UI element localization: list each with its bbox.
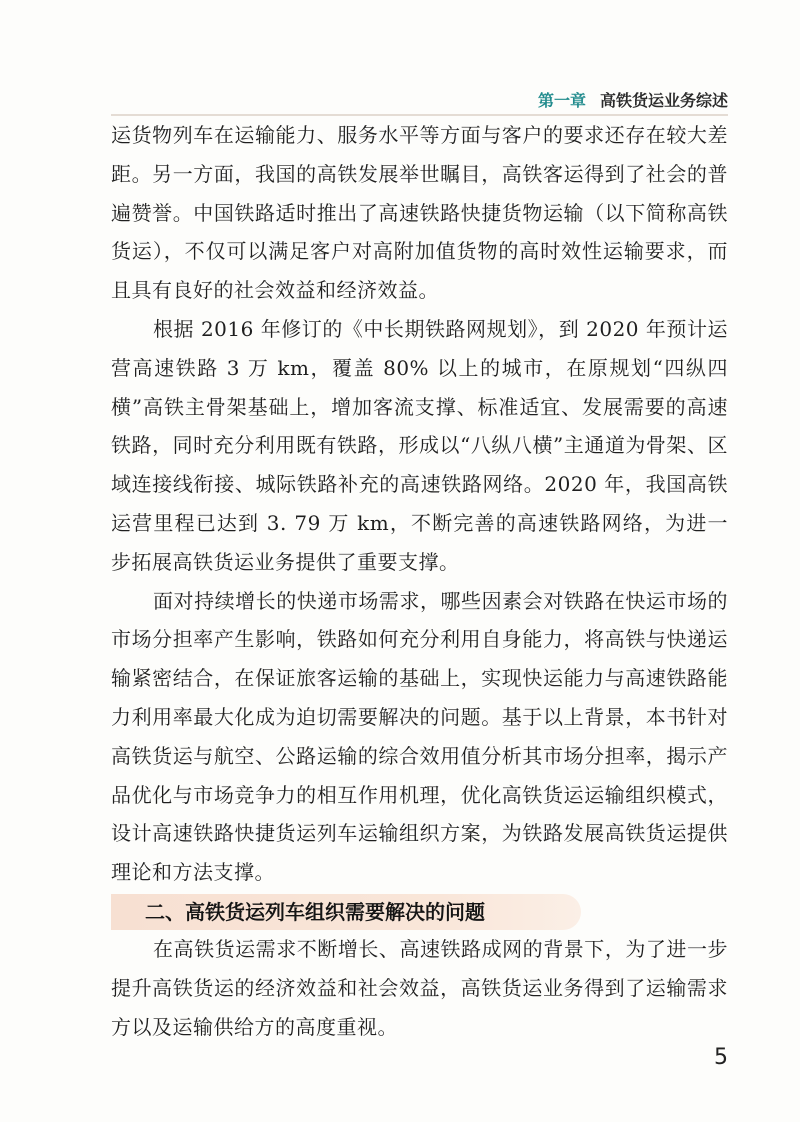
chapter-title: 高铁货运业务综述 xyxy=(599,91,728,110)
running-header xyxy=(538,88,728,111)
section-heading: 二、高铁货运列车组织需要解决的问题 xyxy=(145,899,485,924)
paragraph-continued: 运货物列车在运输能力、服务水平等方面与客户的要求还存在较大差距。另一方面，我国的高铁发展举世瞩目，高铁客运得到了社会的普遍赞誉。中国铁路适时推出了高速铁路快捷货物运输（以下简称高铁货运），不仅可以满足客户对高附加值货物的高时效性运输要求，而且具有良好的社会效益和经济效益。 xyxy=(111,123,728,303)
section-heading-band xyxy=(111,894,581,930)
paragraph-market-demand: 面对持续增长的快递市场需求，哪些因素会对铁路在快运市场的市场分担率产生影响，铁路如何充分利用自身能力，将高铁与快递运输紧密结合，在保证旅客运输的基础上，实现快运能力与高速铁路能力利用率最大化成为迫切需要解决的问题。基于以上背景，本书针对高铁货运与航空、公路运输的综合效用值分析其市场分担率，揭示产品优化与市场竞争力的相互作用机理，优化高铁货运运输组织模式，设计高速铁路快捷货运列车运输组织方案，为铁路发展高铁货运提供理论和方法支撑。 xyxy=(111,588,728,885)
chapter-label: 第一章 xyxy=(537,91,586,110)
page-body xyxy=(111,116,728,1046)
page-number: 5 xyxy=(714,1045,728,1070)
paragraph-section-intro: 在高铁货运需求不断增长、高速铁路成网的背景下，为了进一步提升高铁货运的经济效益和社会效益，高铁货运业务得到了运输需求方以及运输供给方的高度重视。 xyxy=(111,936,728,1039)
paragraph-network-plan: 根据 2016 年修订的《中长期铁路网规划》，到 2020 年预计运营高速铁路 3 万 km，覆盖 80% 以上的城市，在原规划“四纵四横”高铁主骨架基础上，增加客流支撑、标准适宜、发展需要的高速铁路，同时充分利用既有铁路，形成以“八纵八横”主通道为骨架、区域连接线衔接、城际铁路补充的高速铁路网络。2020 年，我国高铁运营里程已达到 3. 79 万 km，不断完善的高速铁路网络，为进一步拓展高铁货运业务提供了重要支撑。 xyxy=(111,316,728,574)
